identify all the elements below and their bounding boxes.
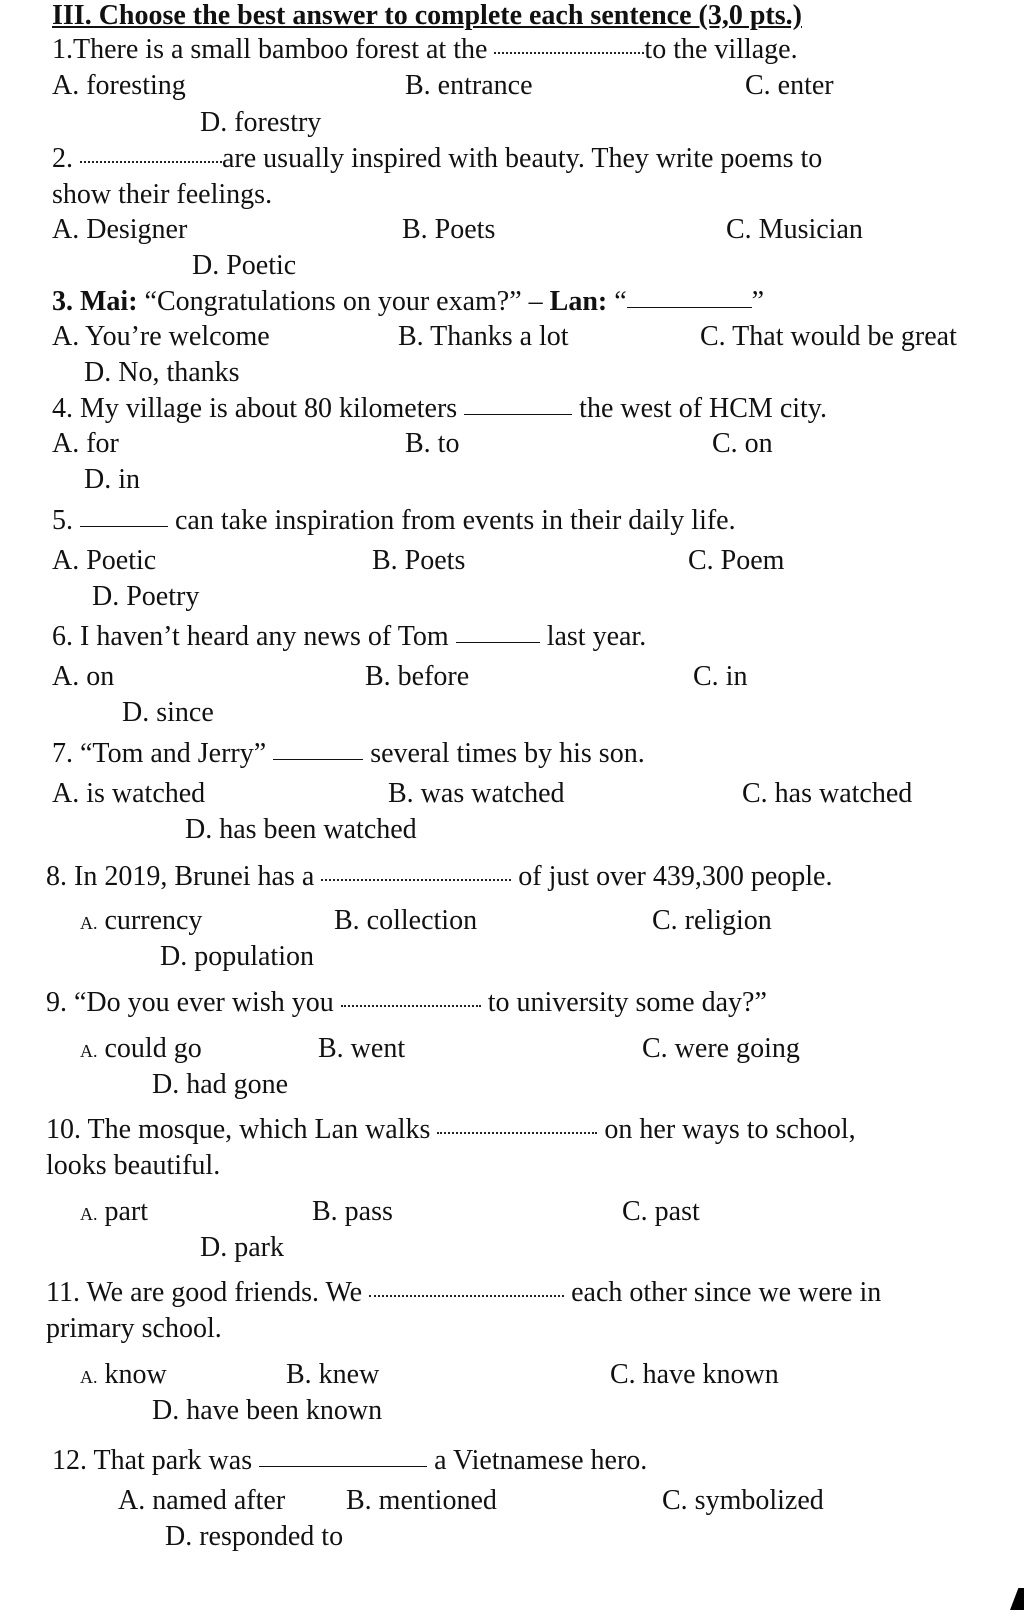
question-2-blank: [80, 160, 222, 163]
question-11-option-a-letter: A.: [80, 1367, 98, 1387]
question-6-stem: [52, 621, 646, 653]
question-5-option-c[interactable]: C. Poem: [688, 545, 785, 576]
question-6-blank: [456, 641, 540, 643]
question-8-stem: [46, 861, 832, 893]
question-11-option-a[interactable]: [80, 1359, 167, 1391]
question-2-text-before: 2.: [52, 143, 80, 174]
question-4-option-c[interactable]: C. on: [712, 428, 773, 459]
question-7-option-a[interactable]: A. is watched: [52, 778, 206, 809]
question-5-option-b[interactable]: B. Poets: [372, 545, 466, 576]
question-11-option-a-text: know: [104, 1359, 167, 1390]
question-3-blank: [627, 306, 752, 308]
question-12-text-before: 12. That park was: [52, 1445, 260, 1476]
question-1-option-b[interactable]: B. entrance: [405, 70, 533, 101]
question-9-option-b[interactable]: B. went: [318, 1033, 406, 1064]
question-1-option-c[interactable]: C. enter: [745, 70, 834, 101]
question-12-option-a[interactable]: A. named after: [118, 1485, 286, 1516]
question-2-stem: [52, 143, 822, 175]
question-9-stem: [46, 987, 767, 1019]
question-4-stem: [52, 393, 827, 425]
question-12-blank: [259, 1465, 427, 1467]
question-3-option-d[interactable]: D. No, thanks: [84, 357, 240, 388]
question-3-option-a[interactable]: A. You’re welcome: [52, 321, 270, 352]
question-8-option-b[interactable]: B. collection: [334, 905, 478, 936]
question-9-blank: [341, 1004, 481, 1007]
section-heading: III. Choose the best answer to complete each sentence (3,0 pts.): [52, 0, 802, 31]
question-2-option-c[interactable]: C. Musician: [726, 214, 863, 245]
question-10-text-before: 10. The mosque, which Lan walks: [46, 1114, 438, 1145]
question-7-blank: [273, 758, 363, 760]
question-11-option-c[interactable]: C. have known: [610, 1359, 779, 1390]
question-7-text-after: several times by his son.: [363, 738, 645, 769]
question-7-option-c[interactable]: C. has watched: [742, 778, 913, 809]
question-12-option-d[interactable]: D. responded to: [165, 1521, 344, 1552]
question-11-text-before: 11. We are good friends. We: [46, 1277, 370, 1308]
question-1-stem: [52, 34, 798, 66]
question-10-option-a-text: part: [104, 1196, 149, 1227]
question-8-option-a[interactable]: [80, 905, 202, 937]
question-5-text-before: 5.: [52, 505, 80, 536]
question-3-number: 3.: [52, 286, 73, 317]
question-6-option-d[interactable]: D. since: [122, 697, 214, 728]
question-5-text-after: can take inspiration from events in their daily life.: [168, 505, 736, 536]
question-8-option-a-letter: A.: [80, 913, 98, 933]
question-6-text-after: last year.: [539, 621, 647, 652]
question-10-blank: [437, 1131, 597, 1134]
question-9-option-d[interactable]: D. had gone: [152, 1069, 289, 1100]
question-7-stem: [52, 738, 645, 770]
question-11-text-after: each other since we were in: [564, 1277, 882, 1308]
question-10-option-a-letter: A.: [80, 1204, 98, 1224]
question-9-option-a[interactable]: [80, 1033, 202, 1065]
question-9-option-a-text: could go: [104, 1033, 202, 1064]
question-4-blank: [464, 413, 572, 415]
question-4-text-before: 4. My village is about 80 kilometers: [52, 393, 465, 424]
question-2-text-after: are usually inspired with beauty. They write poems to: [222, 143, 823, 174]
question-8-text-before: 8. In 2019, Brunei has a: [46, 861, 322, 892]
question-6-option-a[interactable]: A. on: [52, 661, 115, 692]
page-edge-mark: [1010, 1588, 1024, 1610]
question-3-open-quote: “: [614, 286, 627, 317]
question-3-quote: “Congratulations on your exam?” –: [144, 286, 543, 317]
question-9-option-a-letter: A.: [80, 1041, 98, 1061]
question-8-option-d[interactable]: D. population: [160, 941, 314, 972]
question-8-text-after: of just over 439,300 people.: [511, 861, 833, 892]
question-9-text-after: to university some day?”: [480, 987, 767, 1018]
question-6-option-b[interactable]: B. before: [365, 661, 470, 692]
question-5-option-d[interactable]: D. Poetry: [92, 581, 200, 612]
question-11-option-d[interactable]: D. have been known: [152, 1395, 383, 1426]
question-5-option-a[interactable]: A. Poetic: [52, 545, 157, 576]
question-3-speaker-mai: Mai:: [80, 286, 138, 317]
question-8-option-c[interactable]: C. religion: [652, 905, 772, 936]
question-7-option-b[interactable]: B. was watched: [388, 778, 565, 809]
question-3-stem: [52, 286, 764, 318]
question-11-stem-line2: primary school.: [46, 1313, 222, 1344]
question-12-stem: [52, 1445, 647, 1477]
question-10-option-a[interactable]: [80, 1196, 148, 1228]
question-10-stem: [46, 1114, 856, 1146]
question-10-option-c[interactable]: C. past: [622, 1196, 700, 1227]
question-10-text-after: on her ways to school,: [597, 1114, 856, 1145]
question-8-option-a-text: currency: [104, 905, 203, 936]
question-3-option-c[interactable]: C. That would be great: [700, 321, 957, 352]
question-6-option-c[interactable]: C. in: [693, 661, 748, 692]
question-9-option-c[interactable]: C. were going: [642, 1033, 800, 1064]
question-12-text-after: a Vietnamese hero.: [427, 1445, 648, 1476]
question-10-stem-line2: looks beautiful.: [46, 1150, 221, 1181]
question-10-option-b[interactable]: B. pass: [312, 1196, 393, 1227]
question-8-blank: [321, 878, 511, 881]
question-9-text-before: 9. “Do you ever wish you: [46, 987, 341, 1018]
question-2-option-b[interactable]: B. Poets: [402, 214, 496, 245]
question-1-option-d[interactable]: D. forestry: [200, 107, 322, 138]
question-12-option-c[interactable]: C. symbolized: [662, 1485, 824, 1516]
question-4-text-after: the west of HCM city.: [572, 393, 827, 424]
question-3-option-b[interactable]: B. Thanks a lot: [398, 321, 569, 352]
question-1-text-after: to the village.: [644, 34, 798, 65]
question-11-stem: [46, 1277, 881, 1309]
question-10-option-d[interactable]: D. park: [200, 1232, 284, 1263]
question-2-stem-line2: show their feelings.: [52, 179, 273, 210]
question-11-option-b[interactable]: B. knew: [286, 1359, 380, 1390]
question-12-option-b[interactable]: B. mentioned: [346, 1485, 497, 1516]
question-4-option-b[interactable]: B. to: [405, 428, 460, 459]
question-5-stem: [52, 505, 736, 537]
question-5-blank: [80, 525, 168, 527]
question-4-option-d[interactable]: D. in: [84, 464, 140, 495]
question-11-blank: [369, 1294, 564, 1297]
question-1-option-a[interactable]: A. foresting: [52, 70, 186, 101]
question-4-option-a[interactable]: A. for: [52, 428, 119, 459]
question-6-text-before: 6. I haven’t heard any news of Tom: [52, 621, 456, 652]
question-1-text-before: 1.There is a small bamboo forest at the: [52, 34, 495, 65]
question-7-option-d[interactable]: D. has been watched: [185, 814, 417, 845]
question-7-text-before: 7. “Tom and Jerry”: [52, 738, 274, 769]
question-2-option-d[interactable]: D. Poetic: [192, 250, 297, 281]
question-3-close-quote: ”: [751, 286, 765, 317]
question-1-blank: [494, 51, 644, 54]
question-2-option-a[interactable]: A. Designer: [52, 214, 188, 245]
question-3-speaker-lan: Lan:: [549, 286, 608, 317]
